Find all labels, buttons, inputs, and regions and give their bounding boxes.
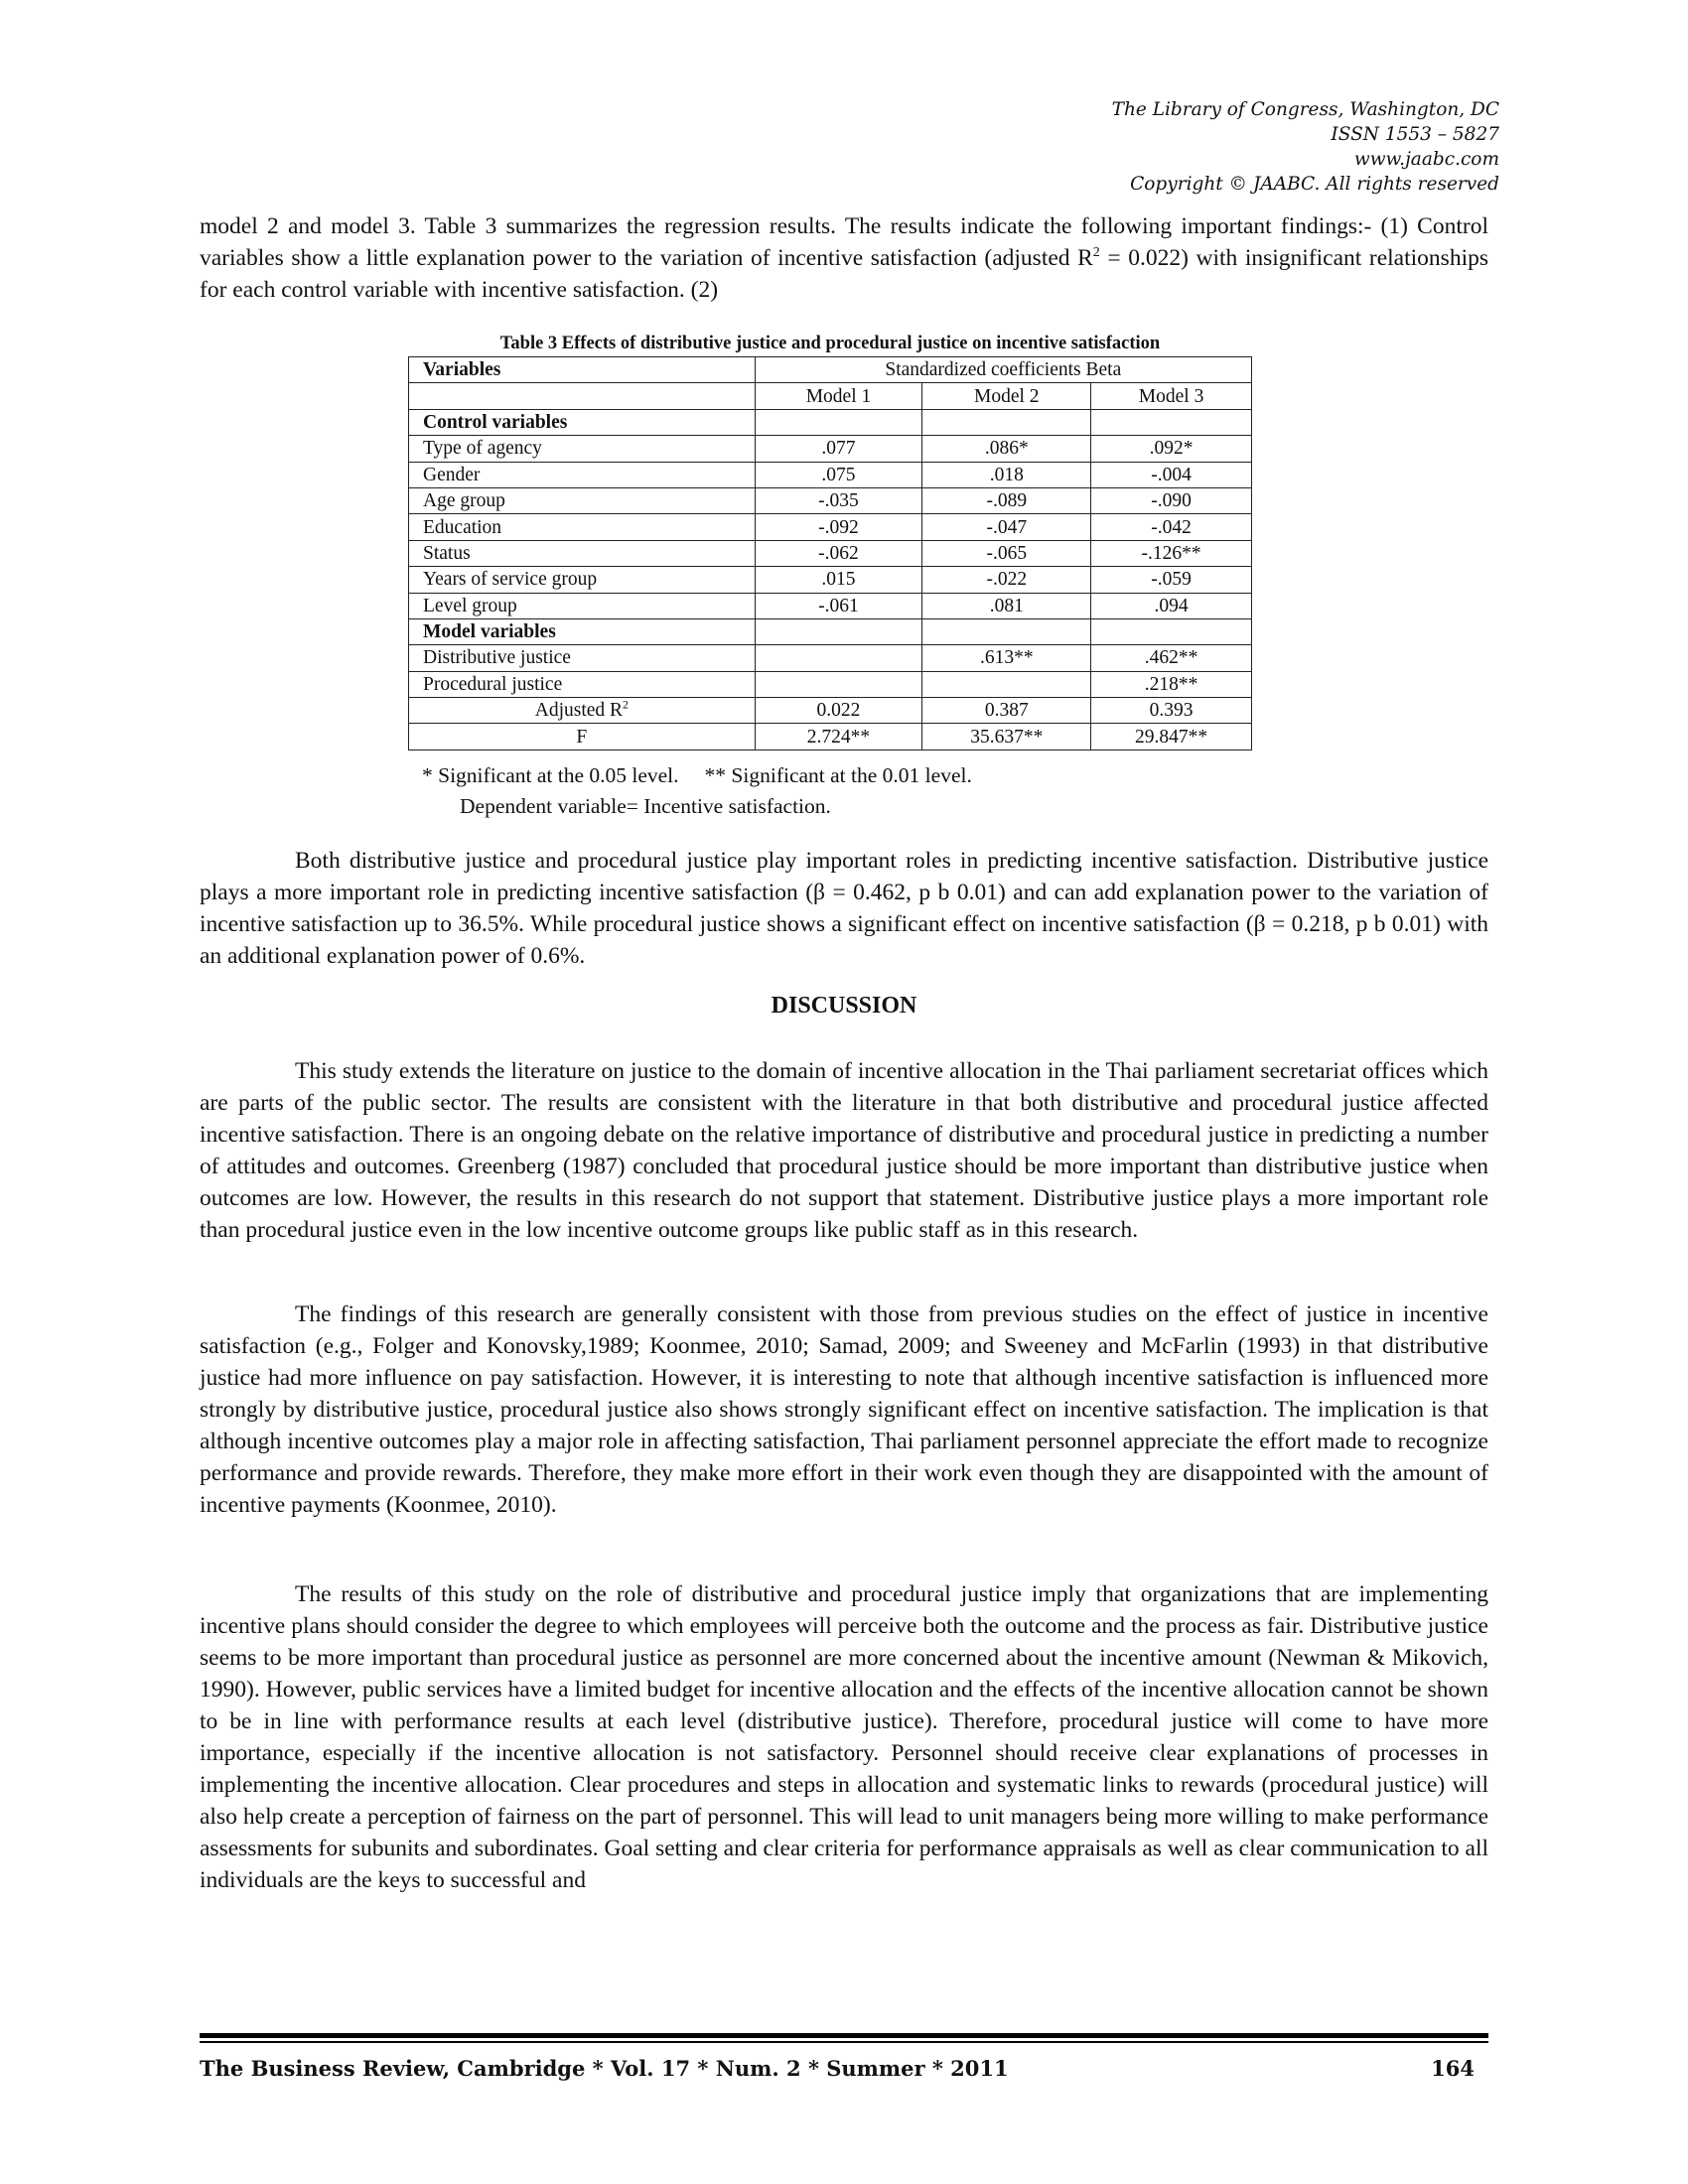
- cell-model-3: -.126**: [1091, 540, 1252, 566]
- table-row: [409, 540, 1252, 566]
- cell-model-2: -.089: [922, 487, 1091, 513]
- table-row: [409, 462, 1252, 487]
- cell-model-2: -.022: [922, 567, 1091, 593]
- cell-model-3: 0.393: [1091, 698, 1252, 724]
- header-library: The Library of Congress, Washington, DC: [1111, 99, 1499, 120]
- row-label: Status: [409, 540, 756, 566]
- table-row: [409, 567, 1252, 593]
- cell-model-3: -.090: [1091, 487, 1252, 513]
- row-label: Gender: [409, 462, 756, 487]
- header-issn: ISSN 1553 – 5827: [1331, 124, 1499, 145]
- cell-model-1: [755, 671, 922, 697]
- header-model-1: Model 1: [755, 383, 922, 409]
- table-cell: [755, 409, 922, 435]
- cell-model-2: .018: [922, 462, 1091, 487]
- cell-model-1: -.092: [755, 514, 922, 540]
- cell-model-3: .462**: [1091, 645, 1252, 671]
- footer-rule: [200, 2033, 1488, 2043]
- adjusted-r-superscript: 2: [623, 698, 629, 712]
- table-row: [409, 671, 1252, 697]
- header-copyright: Copyright © JAABC. All rights reserved: [1130, 174, 1499, 195]
- row-label: Age group: [409, 487, 756, 513]
- note-sig-01: ** Significant at the 0.01 level.: [704, 763, 972, 787]
- table-cell: [922, 409, 1091, 435]
- footer-journal: The Business Review, Cambridge * Vol. 17 * Num. 2 * Summer * 2011: [200, 2056, 1009, 2081]
- table-cell: [1091, 409, 1252, 435]
- cell-model-2: -.047: [922, 514, 1091, 540]
- header-variables: Variables: [409, 357, 756, 383]
- discussion-paragraph-1: [200, 1055, 1488, 1246]
- table-cell: [755, 618, 922, 644]
- discussion-paragraph-3: [200, 1578, 1488, 1896]
- row-label: Distributive justice: [409, 645, 756, 671]
- table-cell: [922, 618, 1091, 644]
- table-row: [409, 487, 1252, 513]
- cell-model-2: .613**: [922, 645, 1091, 671]
- adjusted-r-text: Adjusted R: [534, 700, 624, 722]
- cell-model-1: 0.022: [755, 698, 922, 724]
- footer-rule-thin: [200, 2041, 1488, 2043]
- cell-model-3: -.004: [1091, 462, 1252, 487]
- discussion-paragraph-2-text: The findings of this research are generally consistent with those from previous studies on the effect of justice in incentive satisfaction (e.g., Folger and Konovsky,1989; Koonmee, 2010; Samad, 2009; and Sweeney and McFarlin (1993) in that distributive justice had more influence on pay satisfaction. However, it is interesting to note that although incentive satisfaction is influenced more strongly by distributive justice, procedural justice also shows strongly significant effect on incentive satisfaction. The implication is that although incentive outcomes play a major role in affecting satisfaction, Thai parliament personnel appreciate the effort made to recognize performance and provide rewards. Therefore, they make more effort in their work even though they are disappointed with the amount of incentive payments (Koonmee, 2010).: [200, 1301, 1488, 1518]
- footer-rule-thick: [200, 2033, 1488, 2038]
- discussion-paragraph-2: [200, 1298, 1488, 1521]
- cell-model-2: 0.387: [922, 698, 1091, 724]
- regression-table: [408, 356, 1252, 751]
- cell-model-1: -.035: [755, 487, 922, 513]
- table-row: [409, 593, 1252, 618]
- table-cell: [1091, 618, 1252, 644]
- page-header: [1112, 97, 1499, 197]
- header-model-2: Model 2: [922, 383, 1091, 409]
- cell-model-1: -.062: [755, 540, 922, 566]
- discussion-paragraph-1-text: This study extends the literature on justice to the domain of incentive allocation in the Thai parliament secretariat offices which are parts of the public sector. The results are consistent with the literature in that both distributive and procedural justice affected incentive satisfaction. There is an ongoing debate on the relative importance of distributive and procedural justice in predicting a number of attitudes and outcomes. Greenberg (1987) concluded that procedural justice should be more important than distributive justice when outcomes are low. However, the results in this research do not support that statement. Distributive justice plays a more important role than procedural justice even in the low incentive outcome groups like public staff as in this research.: [200, 1058, 1488, 1243]
- cell-model-2: [922, 671, 1091, 697]
- model-variables-heading: Model variables: [409, 618, 756, 644]
- table-caption: Table 3 Effects of distributive justice and procedural justice on incentive satisfaction: [499, 334, 1161, 353]
- intro-text-a: model 2 and model 3. Table 3 summarizes the regression results. The results indicate the following important findings:- (1) Control variables show a little explanation power to the variation of incentive satisfaction (adjusted R: [200, 213, 1488, 271]
- cell-model-1: .015: [755, 567, 922, 593]
- control-variables-heading: Control variables: [409, 409, 756, 435]
- cell-model-3: -.059: [1091, 567, 1252, 593]
- header-model-3: Model 3: [1091, 383, 1252, 409]
- adjusted-r2-row: [409, 698, 1252, 724]
- intro-superscript: 2: [1092, 244, 1100, 261]
- row-label: Education: [409, 514, 756, 540]
- cell-model-1: [755, 645, 922, 671]
- regression-table-block: [408, 333, 1252, 751]
- cell-model-3: .218**: [1091, 671, 1252, 697]
- header-coefficients: Standardized coefficients Beta: [755, 357, 1251, 383]
- note-sig-05: * Significant at the 0.05 level.: [422, 763, 679, 787]
- table-model-row: [409, 383, 1252, 409]
- significance-note: [422, 760, 972, 791]
- table-row: [409, 514, 1252, 540]
- cell-model-1: 2.724**: [755, 724, 922, 750]
- table-notes: [422, 760, 972, 822]
- discussion-paragraph-3-text: The results of this study on the role of distributive and procedural justice imply that organizations that are implementing incentive plans should consider the degree to which employees will perceive both the outcome and the process as fair. Distributive justice seems to be more important than procedural justice as personnel are more concerned about the incentive amount (Newman & Mikovich, 1990). However, public services have a limited budget for incentive allocation and the effects of the incentive allocation cannot be shown to be in line with performance results at each level (distributive justice). Therefore, procedural justice will come to have more importance, especially if the incentive allocation is not satisfactory. Personnel should receive clear explanations of processes in implementing the incentive allocation. Clear procedures and steps in allocation and systematic links to rewards (procedural justice) will also help create a perception of fairness on the part of personnel. This will lead to unit managers being more willing to make performance assessments for subunits and subordinates. Goal setting and clear criteria for performance appraisals as well as clear communication to all individuals are the keys to successful and: [200, 1581, 1488, 1893]
- row-label: Procedural justice: [409, 671, 756, 697]
- row-label: Years of service group: [409, 567, 756, 593]
- discussion-heading: DISCUSSION: [771, 993, 917, 1019]
- results-paragraph-text: Both distributive justice and procedural justice play important roles in predicting incentive satisfaction. Distributive justice plays a more important role in predicting incentive satisfaction (β = 0.462, p b 0.01) and can add explanation power to the variation of incentive satisfaction up to 36.5%. While procedural justice shows a significant effect on incentive satisfaction (β = 0.218, p b 0.01) with an additional explanation power of 0.6%.: [200, 848, 1488, 969]
- table-section-row: [409, 409, 1252, 435]
- intro-text-b: = 0.022) with insignificant relationships for each control variable with incentive satisfaction. (2): [200, 245, 1488, 303]
- cell-model-2: .086*: [922, 436, 1091, 462]
- table-header-row: [409, 357, 1252, 383]
- cell-model-3: -.042: [1091, 514, 1252, 540]
- cell-model-1: -.061: [755, 593, 922, 618]
- cell-model-2: 35.637**: [922, 724, 1091, 750]
- table-section-row: [409, 618, 1252, 644]
- cell-model-3: 29.847**: [1091, 724, 1252, 750]
- cell-model-3: .092*: [1091, 436, 1252, 462]
- note-dependent-variable: Dependent variable= Incentive satisfaction.: [460, 794, 831, 818]
- row-label: Level group: [409, 593, 756, 618]
- cell-model-1: .077: [755, 436, 922, 462]
- cell-model-1: .075: [755, 462, 922, 487]
- cell-model-3: .094: [1091, 593, 1252, 618]
- table-cell: [409, 383, 756, 409]
- adjusted-r2-label: [409, 698, 756, 724]
- f-label: F: [409, 724, 756, 750]
- results-paragraph: [200, 845, 1488, 972]
- intro-paragraph: [200, 210, 1488, 306]
- footer-page-number: 164: [1431, 2056, 1475, 2081]
- cell-model-2: .081: [922, 593, 1091, 618]
- row-label: Type of agency: [409, 436, 756, 462]
- table-row: [409, 645, 1252, 671]
- f-statistic-row: [409, 724, 1252, 750]
- cell-model-2: -.065: [922, 540, 1091, 566]
- table-row: [409, 436, 1252, 462]
- header-website: www.jaabc.com: [1353, 149, 1499, 170]
